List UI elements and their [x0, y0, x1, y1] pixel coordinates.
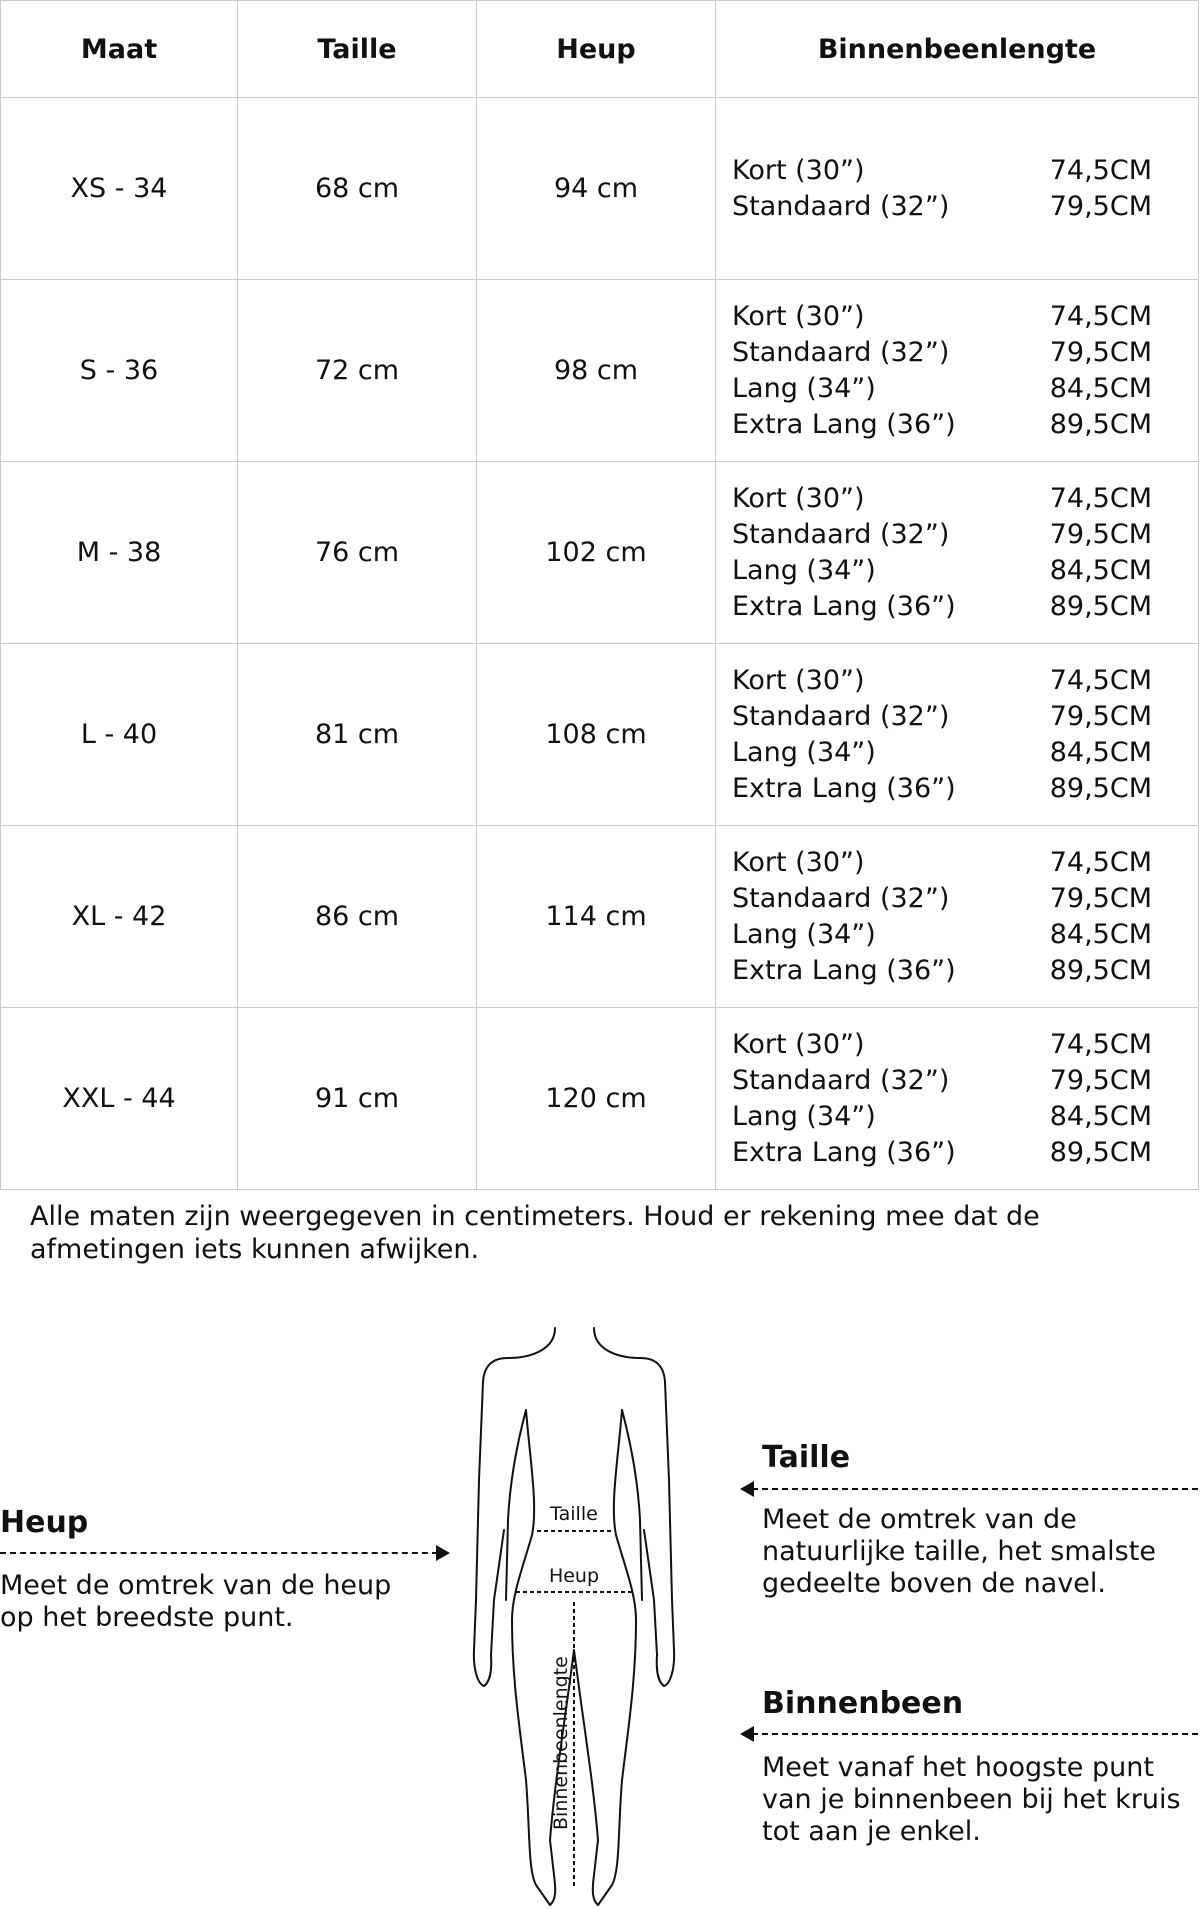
length-option — [732, 481, 1152, 517]
cell-heup: 114 cm — [477, 826, 716, 1008]
length-value: 79,5CM — [1049, 518, 1152, 550]
length-label: Lang (34”) — [732, 372, 876, 404]
length-value: 89,5CM — [1049, 954, 1152, 986]
length-option — [732, 735, 1152, 771]
length-option — [732, 917, 1152, 953]
length-label: Kort (30”) — [732, 846, 865, 878]
arrow-left-icon — [740, 1481, 754, 1497]
length-value: 84,5CM — [1049, 1100, 1152, 1132]
length-value: 74,5CM — [1049, 300, 1152, 332]
taille-arrow — [742, 1481, 1198, 1497]
figure-label-heup: Heup — [548, 1565, 600, 1587]
cell-heup: 98 cm — [477, 280, 716, 462]
heup-arrow — [0, 1545, 448, 1561]
length-label: Extra Lang (36”) — [732, 1136, 956, 1168]
cell-maat: S - 36 — [1, 280, 238, 462]
length-value: 89,5CM — [1049, 772, 1152, 804]
figure-label-taille: Taille — [550, 1503, 598, 1525]
length-option — [732, 517, 1152, 553]
length-label: Extra Lang (36”) — [732, 408, 956, 440]
cell-binnenbeenlengte — [716, 1008, 1199, 1190]
body-figure-illustration — [470, 1320, 690, 1909]
length-option — [732, 589, 1152, 625]
table-row — [1, 98, 1199, 280]
cell-maat: XXL - 44 — [1, 1008, 238, 1190]
length-label: Kort (30”) — [732, 1028, 865, 1060]
length-option — [732, 771, 1152, 807]
figure-label-binnenbeenlengte: Binnenbeenlengte — [550, 1656, 572, 1830]
header-maat: Maat — [1, 1, 238, 98]
cell-maat: XL - 42 — [1, 826, 238, 1008]
heup-title: Heup — [0, 1505, 89, 1540]
cell-taille: 81 cm — [238, 644, 477, 826]
length-value: 74,5CM — [1049, 664, 1152, 696]
length-label: Kort (30”) — [732, 482, 865, 514]
table-row — [1, 462, 1199, 644]
header-binnenbeenlengte: Binnenbeenlengte — [716, 1, 1199, 98]
length-option — [732, 371, 1152, 407]
cell-taille: 76 cm — [238, 462, 477, 644]
length-label: Lang (34”) — [732, 736, 876, 768]
length-option — [732, 1063, 1152, 1099]
length-label: Standaard (32”) — [732, 882, 950, 914]
length-label: Standaard (32”) — [732, 190, 950, 222]
length-label: Lang (34”) — [732, 1100, 876, 1132]
header-taille: Taille — [238, 1, 477, 98]
length-value: 79,5CM — [1049, 190, 1152, 222]
cell-heup: 94 cm — [477, 98, 716, 280]
length-label: Kort (30”) — [732, 154, 865, 186]
arrow-left-icon — [740, 1726, 754, 1742]
length-value: 79,5CM — [1049, 882, 1152, 914]
length-option — [732, 845, 1152, 881]
length-value: 84,5CM — [1049, 554, 1152, 586]
length-option — [732, 881, 1152, 917]
length-label: Lang (34”) — [732, 554, 876, 586]
length-option — [732, 335, 1152, 371]
taille-description: Meet de omtrek van de natuurlijke taille, het smalste gedeelte boven de navel. — [762, 1504, 1156, 1599]
length-label: Standaard (32”) — [732, 518, 950, 550]
arrow-right-icon — [436, 1545, 450, 1561]
length-label: Extra Lang (36”) — [732, 954, 956, 986]
table-row — [1, 826, 1199, 1008]
length-option — [732, 153, 1152, 189]
size-note: Alle maten zijn weergegeven in centimeters. Houd er rekening mee dat de afmetingen iets kunnen afwijken. — [30, 1201, 1040, 1265]
cell-binnenbeenlengte — [716, 644, 1199, 826]
length-value: 79,5CM — [1049, 700, 1152, 732]
length-label: Lang (34”) — [732, 918, 876, 950]
cell-taille: 86 cm — [238, 826, 477, 1008]
length-value: 84,5CM — [1049, 372, 1152, 404]
taille-title: Taille — [762, 1440, 851, 1475]
length-label: Standaard (32”) — [732, 1064, 950, 1096]
length-label: Standaard (32”) — [732, 700, 950, 732]
length-value: 74,5CM — [1049, 154, 1152, 186]
heup-description: Meet de omtrek van de heup op het breedste punt. — [0, 1570, 392, 1633]
length-value: 74,5CM — [1049, 1028, 1152, 1060]
length-option — [732, 299, 1152, 335]
binnenbeen-description: Meet vanaf het hoogste punt van je binnenbeen bij het kruis tot aan je enkel. — [762, 1752, 1181, 1847]
length-value: 84,5CM — [1049, 736, 1152, 768]
cell-binnenbeenlengte — [716, 462, 1199, 644]
length-value: 74,5CM — [1049, 482, 1152, 514]
header-heup: Heup — [477, 1, 716, 98]
length-option — [732, 1135, 1152, 1171]
binnenbeen-title: Binnenbeen — [762, 1686, 964, 1721]
binnenbeen-arrow — [742, 1726, 1198, 1742]
length-value: 79,5CM — [1049, 1064, 1152, 1096]
length-option — [732, 663, 1152, 699]
length-label: Standaard (32”) — [732, 336, 950, 368]
cell-binnenbeenlengte — [716, 98, 1199, 280]
length-value: 84,5CM — [1049, 918, 1152, 950]
length-option — [732, 699, 1152, 735]
length-value: 74,5CM — [1049, 846, 1152, 878]
length-label: Kort (30”) — [732, 300, 865, 332]
cell-heup: 102 cm — [477, 462, 716, 644]
length-value: 89,5CM — [1049, 1136, 1152, 1168]
cell-binnenbeenlengte — [716, 826, 1199, 1008]
length-value: 79,5CM — [1049, 336, 1152, 368]
table-row — [1, 644, 1199, 826]
length-option — [732, 1027, 1152, 1063]
cell-taille: 68 cm — [238, 98, 477, 280]
table-row — [1, 1008, 1199, 1190]
cell-taille: 72 cm — [238, 280, 477, 462]
cell-maat: M - 38 — [1, 462, 238, 644]
length-option — [732, 1099, 1152, 1135]
cell-maat: L - 40 — [1, 644, 238, 826]
length-label: Kort (30”) — [732, 664, 865, 696]
cell-heup: 120 cm — [477, 1008, 716, 1190]
length-label: Extra Lang (36”) — [732, 590, 956, 622]
cell-maat: XS - 34 — [1, 98, 238, 280]
length-value: 89,5CM — [1049, 590, 1152, 622]
header-row — [1, 1, 1199, 98]
length-label: Extra Lang (36”) — [732, 772, 956, 804]
table-row — [1, 280, 1199, 462]
cell-binnenbeenlengte — [716, 280, 1199, 462]
cell-heup: 108 cm — [477, 644, 716, 826]
length-option — [732, 407, 1152, 443]
length-option — [732, 189, 1152, 225]
cell-taille: 91 cm — [238, 1008, 477, 1190]
length-option — [732, 953, 1152, 989]
length-value: 89,5CM — [1049, 408, 1152, 440]
length-option — [732, 553, 1152, 589]
